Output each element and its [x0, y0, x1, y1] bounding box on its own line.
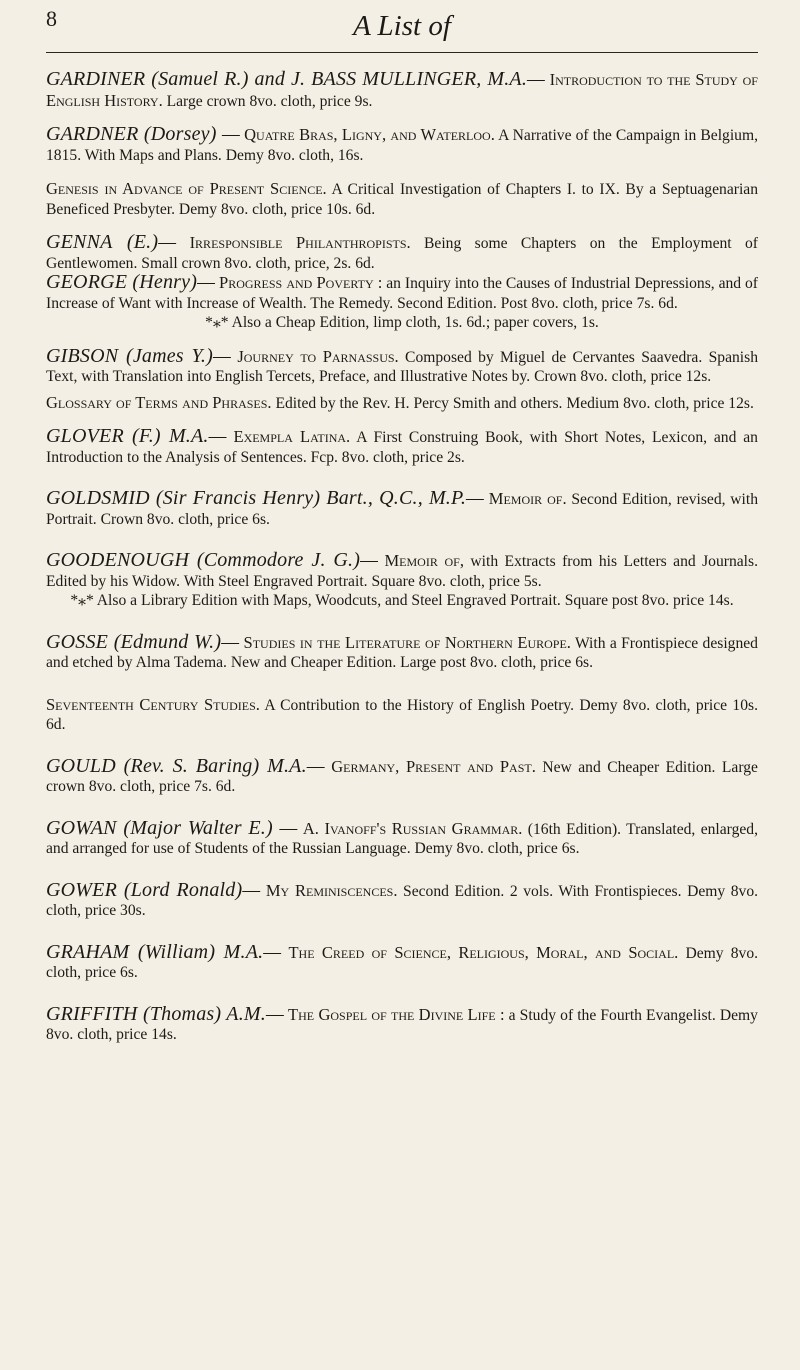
running-head: A List of	[353, 10, 451, 42]
entry-author: GOWAN (Major Walter E.) —	[46, 816, 298, 839]
entry-author: GEORGE (Henry)—	[46, 271, 216, 293]
entry-details: With a Frontispiece designed and etched by Alma Tadema. New and Cheaper Edition. Large post 8vo. cloth, price 6s.	[46, 634, 758, 671]
page-header	[46, 0, 758, 64]
entry-title: Progress and Poverty :	[219, 273, 383, 292]
entry-title: Germany, Present and Past.	[331, 756, 536, 776]
entry-author: GRAHAM (William) M.A.—	[46, 940, 282, 963]
entry-title: Memoir of.	[488, 489, 567, 508]
catalogue-page	[46, 0, 758, 1370]
catalogue-entry	[46, 940, 759, 983]
catalogue-entry	[46, 754, 758, 797]
entry-author: GOSSE (Edmund W.)—	[46, 630, 240, 653]
entry-details: with Extracts from his Letters and Journals. Edited by his Widow. With Steel Engraved Portrait. Square 8vo. cloth, price 5s.	[46, 553, 758, 590]
entry-title: Seventeenth Century Studies.	[46, 694, 260, 714]
catalogue-entry	[46, 630, 758, 673]
header-rule	[46, 52, 758, 53]
entry-details: Demy 8vo. cloth, price 6s.	[46, 944, 759, 981]
entry-title: My Reminiscences.	[265, 880, 398, 900]
entry-title: A. Ivanoff's Russian Grammar.	[302, 818, 523, 838]
entry-title: The Gospel of the Divine Life :	[288, 1004, 505, 1024]
entry-author: GOWER (Lord Ronald)—	[46, 878, 261, 901]
catalogue-entry	[46, 878, 759, 921]
entry-title: Journey to Parnassus.	[237, 346, 399, 366]
entry-details: an Inquiry into the Causes of Industrial Depressions, and of Increase of Want with Increase of Wealth. The Remedy. Second Edition. Post 8vo. cloth, price 7s. 6d.	[46, 275, 758, 312]
entry-title: Glossary of Terms and Phrases.	[46, 392, 272, 412]
entry-details: A Contribution to the History of English Poetry. Demy 8vo. cloth, price 10s. 6d.	[46, 696, 758, 733]
entry-title: Quatre Bras, Ligny, and Waterloo.	[244, 125, 495, 144]
entry-details: Second Edition. 2 vols. With Frontispieces. Demy 8vo. cloth, price 30s.	[46, 882, 759, 919]
entry-author: GARDINER (Samuel R.) and J. BASS MULLINGER, M.A.—	[46, 68, 546, 90]
entry-details: A Critical Investigation of Chapters I. to IX. By a Septuagenarian Beneficed Presbyter. Demy 8vo. cloth, price 10s. 6d.	[46, 181, 758, 218]
catalogue-entry	[46, 179, 758, 219]
catalogue-entry	[46, 125, 758, 165]
catalogue-entry	[46, 489, 758, 529]
entry-details: Second Edition, revised, with Portrait. Crown 8vo. cloth, price 6s.	[46, 491, 758, 528]
entry-details: Composed by Miguel de Cervantes Saavedra. Spanish Text, with Translation into English Tercets, Preface, and Illustrative Notes by. Crown 8vo. cloth, price 12s.	[46, 348, 758, 385]
entry-title: Irresponsible Philanthropists.	[189, 233, 411, 252]
entry-author: GOODENOUGH (Commodore J. G.)—	[46, 549, 379, 571]
entry-author: GOULD (Rev. S. Baring) M.A.—	[46, 754, 325, 777]
catalogue-entry	[46, 233, 758, 273]
entry-details: A Narrative of the Campaign in Belgium, 1815. With Maps and Plans. Demy 8vo. cloth, 16s.	[46, 127, 758, 164]
catalogue-entry	[46, 551, 758, 591]
entry-details: (16th Edition). Translated, enlarged, and arranged for use of Students of the Russian Language. Demy 8vo. cloth, price 6s.	[46, 820, 758, 857]
entry-title: Introduction to the Study of English History.	[46, 70, 758, 110]
entry-details: a Study of the Fourth Evangelist. Demy 8vo. cloth, price 14s.	[46, 1006, 758, 1043]
catalogue-entry	[46, 1002, 758, 1045]
entry-title: Studies in the Literature of Northern Europe.	[243, 632, 571, 652]
entry-author: GARDNER (Dorsey) —	[46, 123, 241, 145]
entry-details: Being some Chapters on the Employment of Gentlewomen. Small crown 8vo. cloth, price, 2s. 6d.	[46, 235, 758, 272]
entry-title: The Creed of Science, Religious, Moral, and Social.	[288, 942, 679, 962]
entry-note: *⁎* Also a Library Edition with Maps, Woodcuts, and Steel Engraved Portrait. Square post 8vo. price 14s.	[70, 592, 734, 609]
catalogue-entry	[46, 70, 758, 111]
entry-details: A First Construing Book, with Short Notes, Lexicon, and an Introduction to the Analysis of Sentences. Fcp. 8vo. cloth, price 2s.	[46, 429, 758, 466]
catalogue-entry	[46, 273, 758, 313]
entry-author: GENNA (E.)—	[46, 231, 177, 253]
entry-list	[46, 70, 758, 1045]
catalogue-entry	[46, 344, 758, 387]
entry-author: GRIFFITH (Thomas) A.M.—	[46, 1002, 284, 1025]
entry-note: *⁎* Also a Cheap Edition, limp cloth, 1s. 6d.; paper covers, 1s.	[205, 314, 599, 331]
entry-title: Exempla Latina.	[233, 427, 351, 446]
entry-author: GIBSON (James Y.)—	[46, 344, 231, 367]
entry-title: Memoir of,	[384, 551, 464, 570]
catalogue-entry	[46, 695, 758, 735]
page-number: 8	[46, 6, 57, 31]
entry-author: GOLDSMID (Sir Francis Henry) Bart., Q.C., M.P.—	[46, 487, 485, 509]
catalogue-entry	[46, 393, 758, 414]
entry-details: New and Cheaper Edition. Large crown 8vo. cloth, price 7s. 6d.	[46, 758, 758, 795]
entry-details: Edited by the Rev. H. Percy Smith and others. Medium 8vo. cloth, price 12s.	[275, 394, 754, 412]
entry-title: Genesis in Advance of Present Science.	[46, 179, 327, 198]
entry-author: GLOVER (F.) M.A.—	[46, 425, 227, 447]
catalogue-entry	[46, 427, 758, 467]
entry-details: Large crown 8vo. cloth, price 9s.	[166, 92, 373, 110]
catalogue-entry	[46, 816, 758, 859]
